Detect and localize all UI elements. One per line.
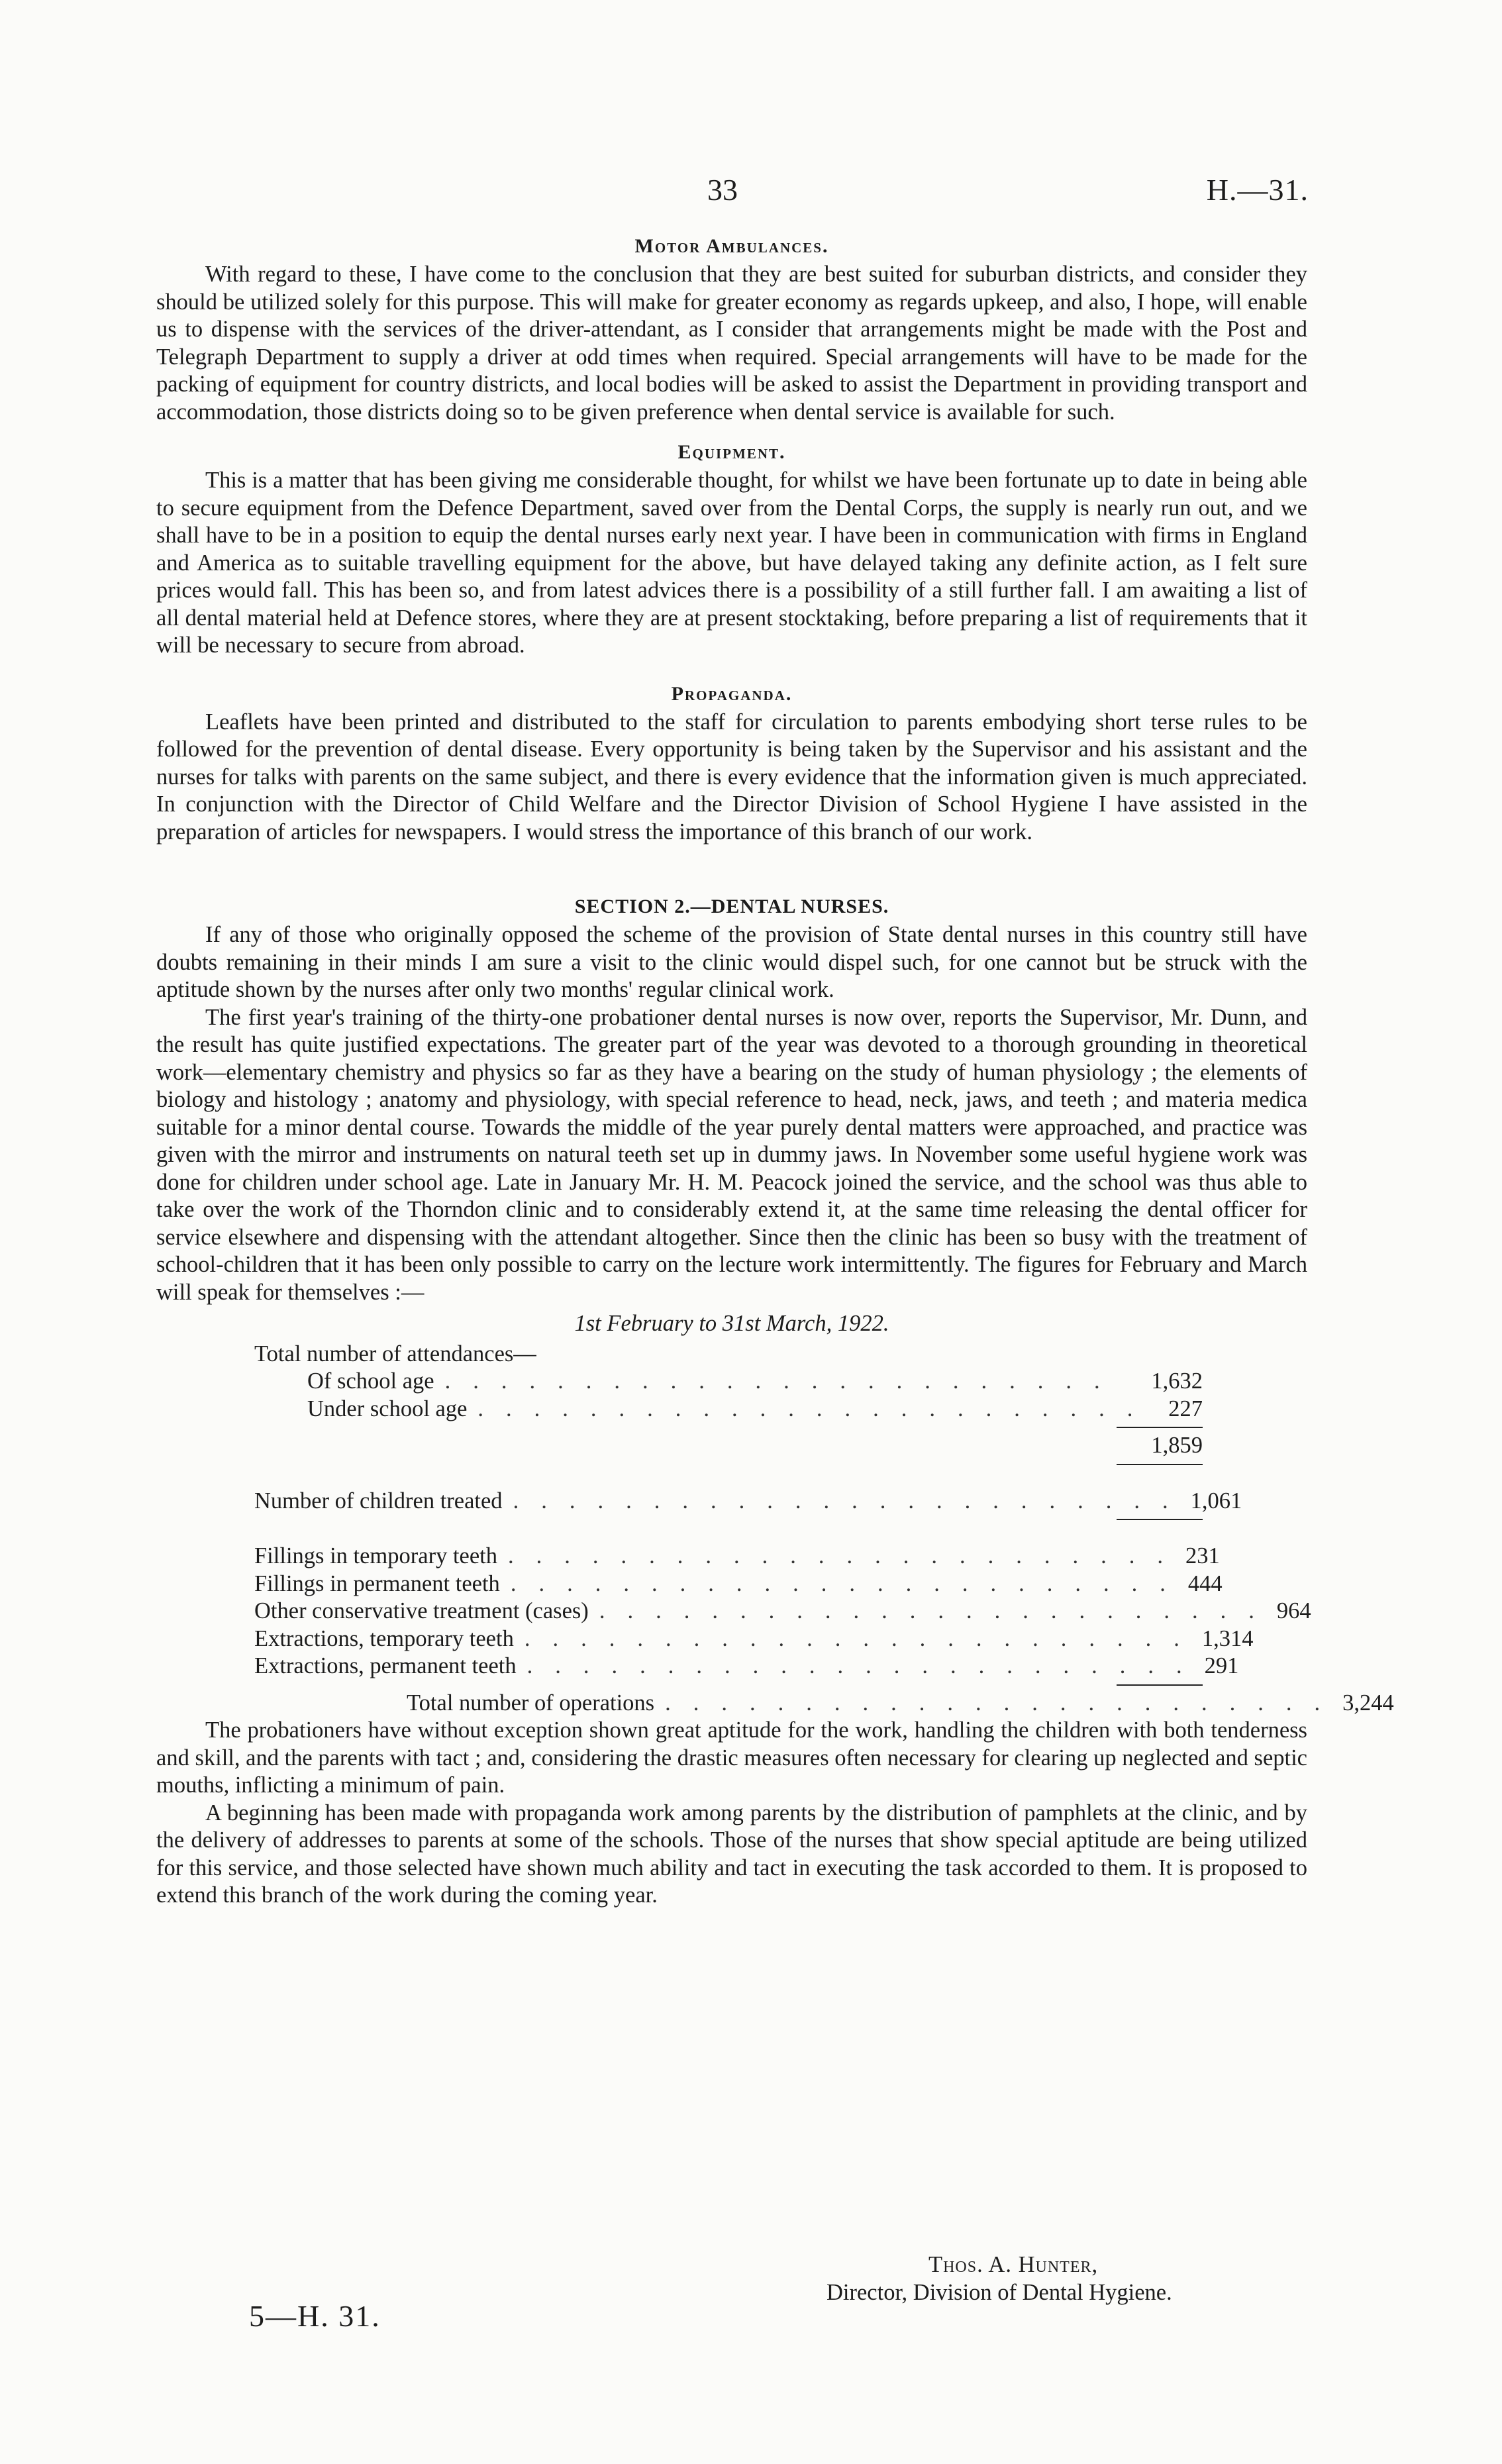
page-header xyxy=(0,172,1502,212)
leader-dots: ........................ xyxy=(599,1598,1277,1623)
signatory-title: Director, Division of Dental Hygiene. xyxy=(826,2280,1172,2305)
table-row xyxy=(254,1396,1203,1423)
paragraph: With regard to these, I have come to the conclusion that they are best suited for suburban districts, and consider they should be utilized solely for this purpose. This will make for greater economy as regards upkeep, and also, I hope, will enable us to dispense with the services of the driver-attendant, as I consider that arrangements might be made with the Post and Telegraph Department to supply a driver at odd times when required. Special arrangements will have to be made for the packing of equipment for country districts, and local bodies will be asked to assist the Department in providing transport and accommodation, those districts doing so to be given preference when dental service is available for such. xyxy=(156,262,1307,425)
row-label: Total number of operations xyxy=(407,1690,655,1716)
row-label: Fillings in permanent teeth xyxy=(254,1570,500,1596)
attendances-total: 1,859 xyxy=(1151,1433,1203,1458)
row-value: 227 xyxy=(1168,1396,1203,1421)
row-value: 1,632 xyxy=(1151,1368,1203,1394)
table-title: 1st February to 31st March, 1922. xyxy=(574,1311,889,1336)
page-number: 33 xyxy=(707,173,738,207)
heading-section-2-dental-nurses: SECTION 2.—DENTAL NURSES. xyxy=(574,896,889,917)
body-text xyxy=(156,232,1394,1910)
leader-dots: ........................ xyxy=(526,1653,1205,1678)
row-value: 1,061 xyxy=(1190,1488,1242,1514)
document-reference: H.—31. xyxy=(1206,173,1309,207)
table-row xyxy=(254,1625,1254,1653)
row-value: 1,314 xyxy=(1201,1625,1254,1651)
attendances-label: Total number of attendances— xyxy=(254,1341,536,1366)
row-value: 964 xyxy=(1276,1598,1311,1623)
row-label: Extractions, permanent teeth xyxy=(254,1653,517,1678)
leader-dots: ........................ xyxy=(665,1690,1343,1716)
heading-propaganda: Propaganda. xyxy=(671,682,793,705)
signatory-name: Thos. A. Hunter, xyxy=(928,2252,1099,2277)
paragraph: A beginning has been made with propaganda work among parents by the distribution of pamphlets at the clinic, and by the delivery of addresses to parents at some of the schools. Those of the nurses that show special aptitude are being utilized for this service, and those selected have shown much ability and tact in executing the task accorded to them. It is proposed to extend this branch of the work during the coming year. xyxy=(156,1800,1307,1908)
paragraph: Leaflets have been printed and distributed to the staff for circulation to parents embodying short terse rules to be followed for the prevention of dental disease. Every opportunity is being taken by the Supervisor and his assistant and the nurses for talks with parents on the same subject, and there is every evidence that the information given is much appreciated. In conjunction with the Director of Child Welfare and the Director Division of School Hygiene I have assisted in the preparation of articles for newspapers. I would stress the importance of this branch of our work. xyxy=(156,709,1307,845)
leader-dots: ........................ xyxy=(524,1625,1202,1651)
statistics-table xyxy=(254,1341,1394,1718)
paragraph: This is a matter that has been giving me considerable thought, for whilst we have been fortunate up to date in being able to secure equipment from the Defence Department, saved over from the Dental Corps, the supply is nearly run out, and we shall have to be in a position to equip the dental nurses early next year. I have been in communication with firms in England and America as to suitable travelling equipment for the above, but have delayed taking any definite action, as I felt sure prices would fall. This has been so, and from latest advices there is a possibility of a still further fall. I am awaiting a list of all dental material held at Defence stores, where they are at present stocktaking, before preparing a list of requirements that it will be necessary to secure from abroad. xyxy=(156,468,1307,658)
leader-dots: ........................ xyxy=(507,1543,1185,1568)
heading-motor-ambulances: Motor Ambulances. xyxy=(634,235,829,257)
row-value: 291 xyxy=(1204,1653,1239,1678)
table-row xyxy=(254,1488,1242,1515)
table-row xyxy=(254,1690,1394,1718)
row-value: 231 xyxy=(1185,1543,1220,1568)
leader-dots: ........................ xyxy=(510,1570,1188,1596)
heading-equipment: Equipment. xyxy=(677,441,786,463)
table-row xyxy=(254,1432,1203,1460)
row-label: Number of children treated xyxy=(254,1488,503,1514)
table-row xyxy=(254,1598,1311,1625)
paragraph: If any of those who originally opposed the scheme of the provision of State dental nurses in this country still have doubts remaining in their minds I am sure a visit to the clinic would dispel such, for one cannot but be struck with the aptitude shown by the nurses after only two months' regular clinical work. xyxy=(156,922,1307,1002)
row-label: Under school age xyxy=(307,1396,468,1421)
row-label: Fillings in temporary teeth xyxy=(254,1543,497,1568)
row-label: Of school age xyxy=(307,1368,434,1394)
row-value: 444 xyxy=(1187,1570,1223,1596)
signature-block xyxy=(826,2251,1172,2306)
sum-rule xyxy=(254,1680,1203,1690)
row-label: Other conservative treatment (cases) xyxy=(254,1598,589,1623)
leader-dots: ........................ xyxy=(477,1396,1156,1421)
table-row xyxy=(254,1570,1223,1598)
sum-rule xyxy=(254,1423,1203,1432)
leader-dots: ........................ xyxy=(444,1368,1123,1394)
table-row xyxy=(254,1341,1203,1368)
leader-dots: ........................ xyxy=(513,1488,1191,1514)
paragraph: The probationers have without exception shown great aptitude for the work, handling the children with both tenderness and skill, and the parents with tact ; and, considering the drastic measures often necessary for clearing up neglected and septic mouths, inflicting a minimum of pain. xyxy=(156,1718,1307,1798)
paragraph: The first year's training of the thirty-one probationer dental nurses is now over, reports the Supervisor, Mr. Dunn, and the result has quite justified expectations. The greater part of the year was devoted to a thorough grounding in theoretical work—elementary chemistry and physics so far as they have a bearing on the study of human physiology ; the elements of biology and histology ; anatomy and physiology, with special reference to head, neck, jaws, and teeth ; and materia medica suitable for a minor dental course. Towards the middle of the year purely dental matters were approached, and practice was given with the mirror and instruments on natural teeth set up in dummy jaws. In November some useful hygiene work was done for children under school age. Late in January Mr. H. M. Peacock joined the service, and the school was thus able to take over the work of the Thorndon clinic and to considerably extend it, at the same time releasing the dental officer for service elsewhere and dispensing with the attendant altogether. Since then the clinic has been so busy with the treatment of school-children that it has been only possible to carry on the lecture work intermittently. The figures for February and March will speak for themselves :— xyxy=(156,1004,1307,1305)
footer-reference: 5—H. 31. xyxy=(249,2299,381,2333)
row-label: Extractions, temporary teeth xyxy=(254,1625,514,1651)
sum-rule xyxy=(254,1460,1203,1469)
table-row xyxy=(254,1368,1203,1396)
table-row xyxy=(254,1543,1220,1570)
table-row xyxy=(254,1653,1239,1680)
operations-total: 3,244 xyxy=(1342,1690,1394,1716)
sum-rule xyxy=(254,1515,1203,1524)
